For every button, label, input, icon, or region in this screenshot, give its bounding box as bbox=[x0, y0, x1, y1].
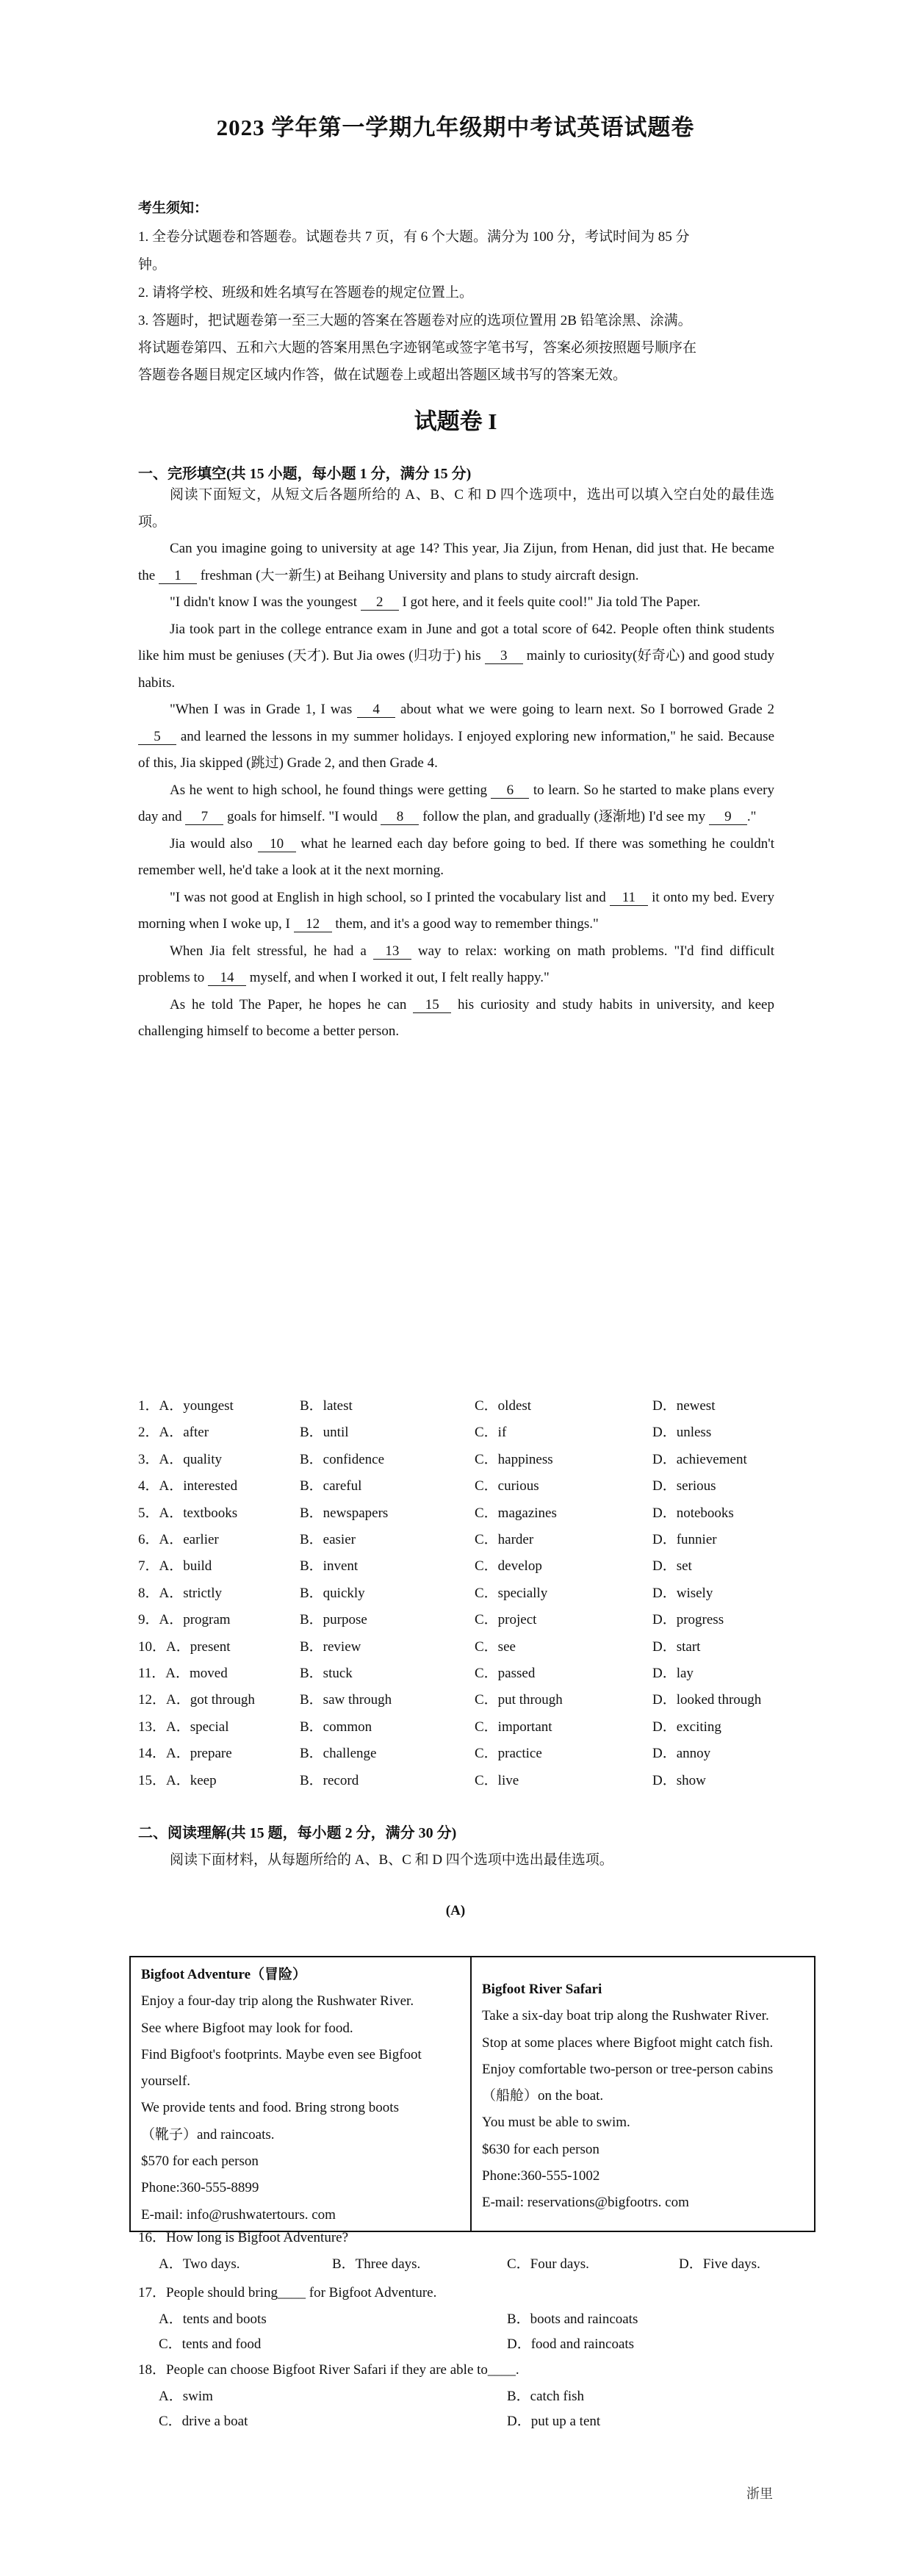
cloze-blank: 6 bbox=[491, 783, 529, 799]
notice-line: 2. 请将学校、班级和姓名填写在答题卷的规定位置上。 bbox=[138, 285, 474, 301]
option-choice: C．curious bbox=[475, 1478, 539, 1494]
paper-subtitle: 试题卷 I bbox=[414, 409, 497, 434]
option-row bbox=[138, 1742, 785, 1769]
option-choice: D．annoy bbox=[652, 1746, 711, 1762]
option-row bbox=[138, 1475, 785, 1501]
option-choice: B．quickly bbox=[300, 1585, 365, 1601]
question-stem: 18．People can choose Bigfoot River Safari if they are able to____. bbox=[138, 2362, 519, 2378]
option-choice: C．if bbox=[475, 1425, 507, 1441]
option-choice: D．show bbox=[652, 1772, 706, 1788]
option-choice: 14．A．prepare bbox=[138, 1746, 232, 1762]
question-option: B．catch fish bbox=[507, 2389, 585, 2404]
cloze-paragraph: "When I was in Grade 1, I was 4 about what we were going to learn next. So I borrowed Grade 2 5 and learned the lessons in my summer holidays. I enjoyed exploring new information," he said. Because of this, Jia skipped (跳过) Grade 2, and then Grade 4. bbox=[138, 702, 774, 771]
cloze-paragraph: Jia took part in the college entrance exam in June and got a total score of 642. People often think students like him must be geniuses (天才). But Jia owes (归功于) his 3 mainly to curiosity(好奇心) and good study habits. bbox=[138, 621, 774, 691]
option-choice: D．lay bbox=[652, 1666, 694, 1681]
option-choice: 8．A．strictly bbox=[138, 1585, 222, 1601]
option-choice: B．latest bbox=[300, 1398, 353, 1414]
notice-line: 将试题卷第四、五和六大题的答案用黑色字迹钢笔或签字笔书写，答案必须按照题号顺序在 bbox=[138, 340, 697, 356]
option-choice: C．live bbox=[475, 1772, 519, 1788]
option-row bbox=[138, 1608, 785, 1635]
question-option: C．drive a boat bbox=[159, 2414, 248, 2429]
option-choice: 13．A．special bbox=[138, 1719, 229, 1735]
ad-line: Phone:360-555-1002 bbox=[482, 2168, 600, 2184]
option-choice: B．until bbox=[300, 1425, 349, 1441]
option-choice: B．easier bbox=[300, 1532, 356, 1547]
cloze-blank: 2 bbox=[361, 595, 399, 611]
option-choice: 10．A．present bbox=[138, 1638, 231, 1655]
option-choice: D．exciting bbox=[652, 1719, 721, 1735]
option-choice: C．see bbox=[475, 1638, 516, 1655]
option-choice: D．start bbox=[652, 1638, 701, 1655]
question-option: D．food and raincoats bbox=[507, 2336, 635, 2352]
notice-line: 3. 答题时，把试题卷第一至三大题的答案在答题卷对应的选项位置用 2B 铅笔涂黑、涂满。 bbox=[138, 313, 692, 328]
notice-line: 答题卷各题目规定区域内作答，做在试题卷上或超出答题区域书写的答案无效。 bbox=[138, 367, 627, 383]
question-option: A．Two days. bbox=[159, 2256, 240, 2272]
option-row bbox=[138, 1421, 785, 1447]
option-choice: B．challenge bbox=[300, 1746, 377, 1762]
cloze-blank: 11 bbox=[610, 891, 648, 906]
ad-table bbox=[129, 1956, 815, 2232]
option-choice: D．funnier bbox=[652, 1532, 717, 1547]
option-choice: D．achievement bbox=[652, 1451, 747, 1467]
cloze-paragraph: When Jia felt stressful, he had a 13 way to relax: working on math problems. "I'd find difficult problems to 14 myself, and when I worked it out, I felt really happy." bbox=[138, 943, 774, 985]
option-choice: D．progress bbox=[652, 1612, 724, 1628]
option-choice: B．invent bbox=[300, 1558, 359, 1575]
cloze-blank: 13 bbox=[373, 944, 411, 960]
option-row bbox=[138, 1448, 785, 1475]
cloze-paragraph: Jia would also 10 what he learned each day before going to bed. If there was something he couldn't remember well, he'd take a look at it the next morning. bbox=[138, 835, 775, 878]
option-choice: D．set bbox=[652, 1558, 692, 1575]
option-choice: B．common bbox=[300, 1719, 372, 1735]
ad-heading: Bigfoot River Safari bbox=[482, 1982, 602, 1997]
cloze-blank: 10 bbox=[258, 837, 296, 852]
cloze-blank: 1 bbox=[159, 569, 197, 584]
ad-line: See where Bigfoot may look for food. bbox=[141, 2020, 353, 2036]
ad-line: E-mail: reservations@bigfootrs. com bbox=[482, 2195, 689, 2211]
cloze-paragraph: Can you imagine going to university at age 14? This year, Jia Zijun, from Henan, did just that. He became the 1 freshman (大一新生) at Beihang University and plans to study aircraft design. bbox=[138, 541, 774, 583]
option-choice: B．careful bbox=[300, 1478, 362, 1494]
option-choice: C．project bbox=[475, 1612, 537, 1628]
section1-instruction: 阅读下面短文，从短文后各题所给的 A、B、C 和 D 四个选项中，选出可以填入空白处的最佳选项。 bbox=[138, 487, 774, 530]
section2-instruction: 阅读下面材料，从每题所给的 A、B、C 和 D 四个选项中选出最佳选项。 bbox=[170, 1852, 613, 1868]
question-stem: 16．How long is Bigfoot Adventure? bbox=[138, 2230, 349, 2245]
option-choice: C．put through bbox=[475, 1692, 563, 1708]
option-row bbox=[138, 1636, 785, 1662]
option-choice: C．develop bbox=[475, 1558, 542, 1575]
option-choice: B．stuck bbox=[300, 1666, 353, 1681]
notice-heading: 考生须知： bbox=[138, 201, 209, 216]
question-option: B．Three days. bbox=[332, 2256, 421, 2272]
option-choice: 4．A．interested bbox=[138, 1478, 238, 1494]
cloze-blank: 5 bbox=[138, 730, 176, 745]
option-choice: 9．A．program bbox=[138, 1612, 231, 1628]
option-choice: C．magazines bbox=[475, 1505, 557, 1521]
cloze-blank: 14 bbox=[208, 971, 246, 986]
ad-line: Phone:360-555-8899 bbox=[141, 2180, 259, 2196]
cloze-passage bbox=[138, 482, 774, 1046]
cloze-paragraph: "I didn't know I was the youngest 2 I got here, and it feels quite cool!" Jia told The Paper. bbox=[170, 594, 701, 610]
notice-line: 1. 全卷分试题卷和答题卷。试题卷共 7 页，有 6 个大题。满分为 100 分，考试时间为 85 分 bbox=[138, 229, 690, 245]
cloze-paragraph: As he went to high school, he found things were getting 6 to learn. So he started to make plans every day and 7 goals for himself. "I would 8 follow the plan, and gradually (逐渐地) I'd see my 9 ." bbox=[138, 782, 774, 824]
ad-line: （靴子）and raincoats. bbox=[141, 2126, 275, 2143]
option-choice: 12．A．got through bbox=[138, 1692, 255, 1708]
question-stem: 17．People should bring____ for Bigfoot Adventure. bbox=[138, 2285, 437, 2300]
ad-line: $570 for each person bbox=[141, 2154, 259, 2170]
question-option: A．tents and boots bbox=[159, 2311, 267, 2327]
ad-line: We provide tents and food. Bring strong boots bbox=[141, 2100, 399, 2116]
part-label: (A) bbox=[445, 1903, 466, 1918]
option-choice: C．passed bbox=[475, 1666, 536, 1681]
option-choice: D．newest bbox=[652, 1398, 716, 1414]
question-option: C．tents and food bbox=[159, 2336, 262, 2352]
option-choice: C．harder bbox=[475, 1532, 534, 1547]
option-choice: D．wisely bbox=[652, 1585, 713, 1601]
footer-watermark: 浙里 bbox=[746, 2486, 773, 2501]
option-choice: 2．A．after bbox=[138, 1425, 209, 1441]
option-row bbox=[138, 1395, 785, 1421]
question-option: D．put up a tent bbox=[507, 2414, 601, 2429]
ad-bigfoot-river-safari bbox=[472, 1957, 814, 2231]
section1-heading: 一、完形填空(共 15 小题，每小题 1 分，满分 15 分) bbox=[138, 466, 472, 482]
ad-line: E-mail: info@rushwatertours. com bbox=[141, 2206, 336, 2223]
option-row bbox=[138, 1502, 785, 1528]
option-choice: D．notebooks bbox=[652, 1505, 734, 1521]
question-option: D．Five days. bbox=[679, 2256, 760, 2272]
ad-bigfoot-adventure bbox=[131, 1957, 472, 2231]
cloze-paragraphs bbox=[138, 536, 774, 1046]
option-choice: C．important bbox=[475, 1719, 552, 1735]
question-option: A．swim bbox=[159, 2389, 213, 2404]
cloze-blank: 3 bbox=[485, 649, 523, 664]
option-choice: D．serious bbox=[652, 1478, 716, 1494]
cloze-blank: 9 bbox=[709, 810, 747, 825]
option-choice: B．saw through bbox=[300, 1692, 392, 1708]
cloze-blank: 4 bbox=[357, 702, 395, 718]
option-row bbox=[138, 1528, 785, 1555]
question-option: B．boots and raincoats bbox=[507, 2311, 638, 2327]
ad-line: yourself. bbox=[141, 2073, 191, 2090]
option-choice: B．review bbox=[300, 1638, 361, 1655]
ad-heading: Bigfoot Adventure（冒险） bbox=[141, 1967, 307, 1982]
option-row bbox=[138, 1769, 785, 1796]
ad-line: Enjoy comfortable two-person or tree-person cabins bbox=[482, 2061, 774, 2077]
option-choice: C．oldest bbox=[475, 1398, 532, 1414]
question-option: C．Four days. bbox=[507, 2256, 589, 2272]
option-choice: B．confidence bbox=[300, 1451, 385, 1467]
option-choice: C．happiness bbox=[475, 1451, 553, 1467]
option-choice: C．specially bbox=[475, 1585, 548, 1601]
ad-line: $630 for each person bbox=[482, 2141, 599, 2157]
option-choice: 3．A．quality bbox=[138, 1451, 222, 1467]
option-choice: B．purpose bbox=[300, 1612, 367, 1628]
option-choice: 7．A．build bbox=[138, 1558, 212, 1575]
cloze-blank: 12 bbox=[294, 917, 332, 932]
option-choice: 1．A．youngest bbox=[138, 1398, 234, 1414]
ad-line: Find Bigfoot's footprints. Maybe even see Bigfoot bbox=[141, 2046, 422, 2062]
option-choice: 11．A．moved bbox=[138, 1666, 228, 1681]
option-row bbox=[138, 1582, 785, 1608]
option-row bbox=[138, 1688, 785, 1715]
exam-title: 2023 学年第一学期九年级期中考试英语试题卷 bbox=[216, 115, 695, 140]
option-choice: D．looked through bbox=[652, 1692, 762, 1708]
option-choice: D．unless bbox=[652, 1425, 712, 1441]
cloze-blank: 15 bbox=[413, 998, 451, 1013]
option-choice: 5．A．textbooks bbox=[138, 1505, 238, 1521]
cloze-paragraph: As he told The Paper, he hopes he can 15 his curiosity and study habits in university, and keep challenging himself to become a better person. bbox=[138, 996, 774, 1039]
notice-line: 钟。 bbox=[138, 257, 167, 273]
section2-heading: 二、阅读理解(共 15 题，每小题 2 分，满分 30 分) bbox=[138, 1825, 457, 1841]
ad-line: You must be able to swim. bbox=[482, 2115, 630, 2131]
cloze-blank: 8 bbox=[381, 810, 419, 825]
option-choice: C．practice bbox=[475, 1746, 542, 1762]
option-choice: B．record bbox=[300, 1772, 359, 1788]
option-row bbox=[138, 1716, 785, 1742]
ad-line: Stop at some places where Bigfoot might catch fish. bbox=[482, 2034, 774, 2051]
ad-line: （船舱）on the boat. bbox=[482, 2088, 604, 2104]
ad-line: Enjoy a four-day trip along the Rushwater River. bbox=[141, 1993, 414, 2010]
option-choice: B．newspapers bbox=[300, 1505, 389, 1521]
ad-line: Take a six-day boat trip along the Rushwater River. bbox=[482, 2008, 769, 2024]
option-choice: 15．A．keep bbox=[138, 1772, 217, 1788]
option-choice: 6．A．earlier bbox=[138, 1532, 219, 1547]
cloze-paragraph: "I was not good at English in high school, so I printed the vocabulary list and 11 it onto my bed. Every morning when I woke up, I 12 them, and it's a good way to remember things." bbox=[138, 889, 774, 932]
option-row bbox=[138, 1662, 785, 1688]
option-row bbox=[138, 1555, 785, 1581]
cloze-blank: 7 bbox=[185, 810, 223, 825]
